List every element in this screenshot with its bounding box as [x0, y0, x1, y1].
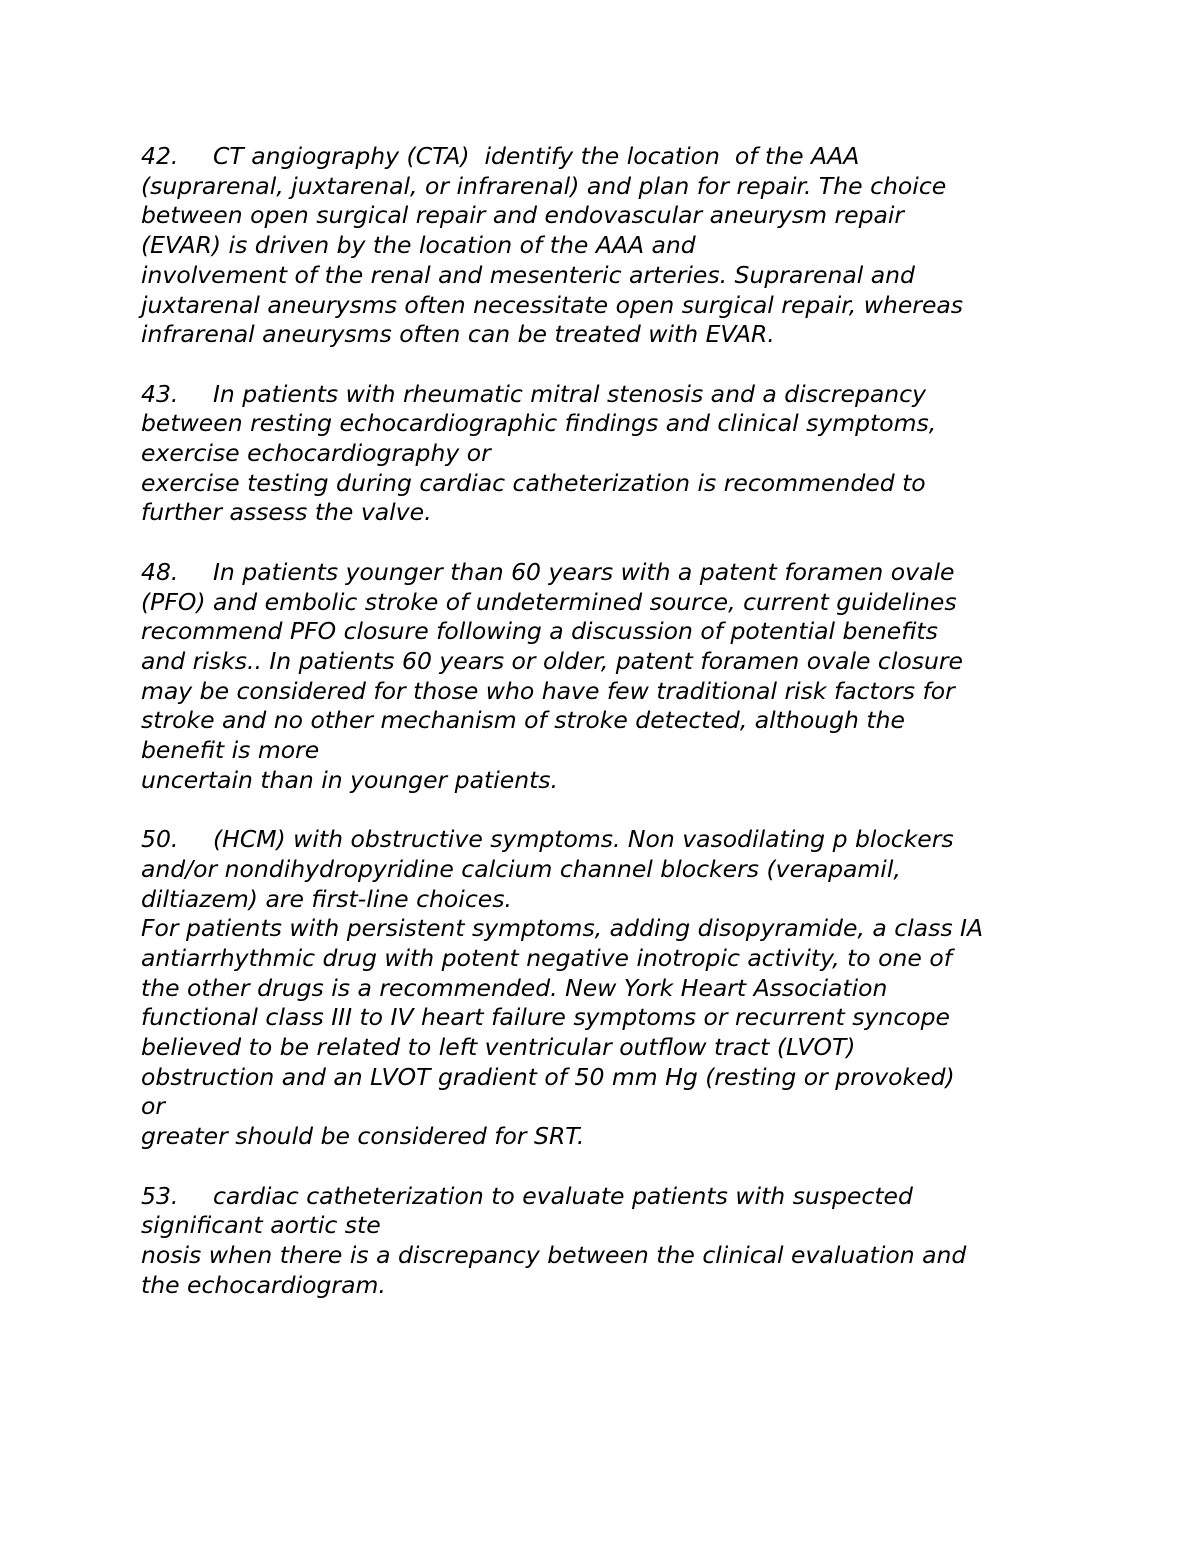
line-text: believed to be related to left ventricular outflow tract (LVOT)	[141, 1033, 856, 1062]
line-text: may be considered for those who have few traditional risk factors for	[141, 676, 955, 705]
line-text: juxtarenal aneurysms often necessitate open surgical repair, whereas	[141, 290, 964, 319]
line-text: In patients younger than 60 years with a patent foramen ovale	[213, 557, 955, 586]
line-text: or	[141, 1092, 166, 1121]
line-text: further assess the valve.	[141, 498, 432, 527]
text-line	[141, 172, 1081, 202]
text-line	[141, 409, 1081, 439]
text-line	[141, 914, 1081, 944]
line-text: (suprarenal, juxtarenal, or infrarenal) and plan for repair. The choice	[141, 171, 947, 200]
line-text: the echocardiogram.	[141, 1270, 386, 1299]
text-line	[141, 1241, 1081, 1271]
line-text: CT angiography (CTA) identify the location of the AAA	[213, 142, 860, 170]
line-text: between resting echocardiographic findings and clinical symptoms,	[141, 409, 937, 438]
text-line	[141, 142, 1081, 172]
text-line	[141, 885, 1081, 915]
text-line	[141, 498, 1081, 528]
text-line	[141, 1033, 1081, 1063]
text-line	[141, 558, 1081, 588]
text-line	[141, 201, 1081, 231]
text-line	[141, 588, 1081, 618]
text-line	[141, 291, 1081, 321]
text-line	[141, 974, 1081, 1004]
text-line	[141, 1271, 1081, 1301]
line-text: (EVAR) is driven by the location of the AAA and	[141, 231, 696, 260]
line-text: the other drugs is a recommended. New York Heart Association	[141, 973, 888, 1002]
line-text: antiarrhythmic drug with potent negative inotropic activity, to one of	[141, 943, 953, 972]
line-text: uncertain than in younger patients.	[141, 765, 559, 794]
note-paragraph	[141, 142, 1081, 350]
text-line	[141, 469, 1081, 499]
line-text: stroke and no other mechanism of stroke detected, although the	[141, 706, 905, 735]
line-text: obstruction and an LVOT gradient of 50 mm Hg (resting or provoked)	[141, 1062, 955, 1091]
line-text: exercise echocardiography or	[141, 439, 491, 468]
text-line	[141, 647, 1081, 677]
line-text: In patients with rheumatic mitral stenosis and a discrepancy	[213, 379, 926, 408]
line-text: recommend PFO closure following a discussion of potential benefits	[141, 617, 938, 646]
note-paragraph	[141, 380, 1081, 529]
line-text: greater should be considered for SRT.	[141, 1122, 585, 1151]
note-paragraph	[141, 1182, 1081, 1301]
text-line	[141, 320, 1081, 350]
line-text: (PFO) and embolic stroke of undetermined source, current guidelines	[141, 587, 957, 616]
paragraph-number: 48.	[141, 557, 179, 586]
line-text: and risks.. In patients 60 years or older, patent foramen ovale closure	[141, 646, 963, 675]
text-line	[141, 1063, 1081, 1093]
document-body	[141, 142, 1081, 1330]
paragraph-number: 42.	[141, 142, 179, 170]
line-text: and/or nondihydropyridine calcium channel blockers (verapamil,	[141, 854, 901, 883]
line-text: diltiazem) are first-line choices.	[141, 884, 512, 913]
text-line	[141, 1092, 1081, 1122]
text-line	[141, 677, 1081, 707]
text-line	[141, 825, 1081, 855]
line-text: benefit is more	[141, 736, 320, 765]
line-text: between open surgical repair and endovascular aneurysm repair	[141, 201, 905, 230]
text-line	[141, 617, 1081, 647]
line-text: nosis when there is a discrepancy between the clinical evaluation and	[141, 1240, 967, 1269]
paragraph-number: 43.	[141, 379, 179, 408]
text-line	[141, 944, 1081, 974]
text-line	[141, 736, 1081, 766]
line-text: significant aortic ste	[141, 1211, 381, 1240]
text-line	[141, 1003, 1081, 1033]
text-line	[141, 855, 1081, 885]
text-line	[141, 261, 1081, 291]
text-line	[141, 1182, 1081, 1212]
text-line	[141, 1122, 1081, 1152]
text-line	[141, 706, 1081, 736]
paragraph-number: 53.	[141, 1181, 179, 1210]
note-paragraph	[141, 825, 1081, 1152]
paragraph-number: 50.	[141, 825, 179, 854]
line-text: involvement of the renal and mesenteric arteries. Suprarenal and	[141, 260, 915, 289]
line-text: (HCM) with obstructive symptoms. Non vasodilating p blockers	[213, 825, 954, 854]
line-text: cardiac catheterization to evaluate patients with suspected	[213, 1181, 913, 1210]
line-text: infrarenal aneurysms often can be treated with EVAR.	[141, 320, 775, 349]
text-line	[141, 1211, 1081, 1241]
line-text: functional class III to IV heart failure symptoms or recurrent syncope	[141, 1003, 950, 1032]
text-line	[141, 231, 1081, 261]
text-line	[141, 766, 1081, 796]
note-paragraph	[141, 558, 1081, 796]
line-text: For patients with persistent symptoms, adding disopyramide, a class IA	[141, 914, 984, 943]
line-text: exercise testing during cardiac catheterization is recommended to	[141, 468, 926, 497]
text-line	[141, 439, 1081, 469]
text-line	[141, 380, 1081, 410]
